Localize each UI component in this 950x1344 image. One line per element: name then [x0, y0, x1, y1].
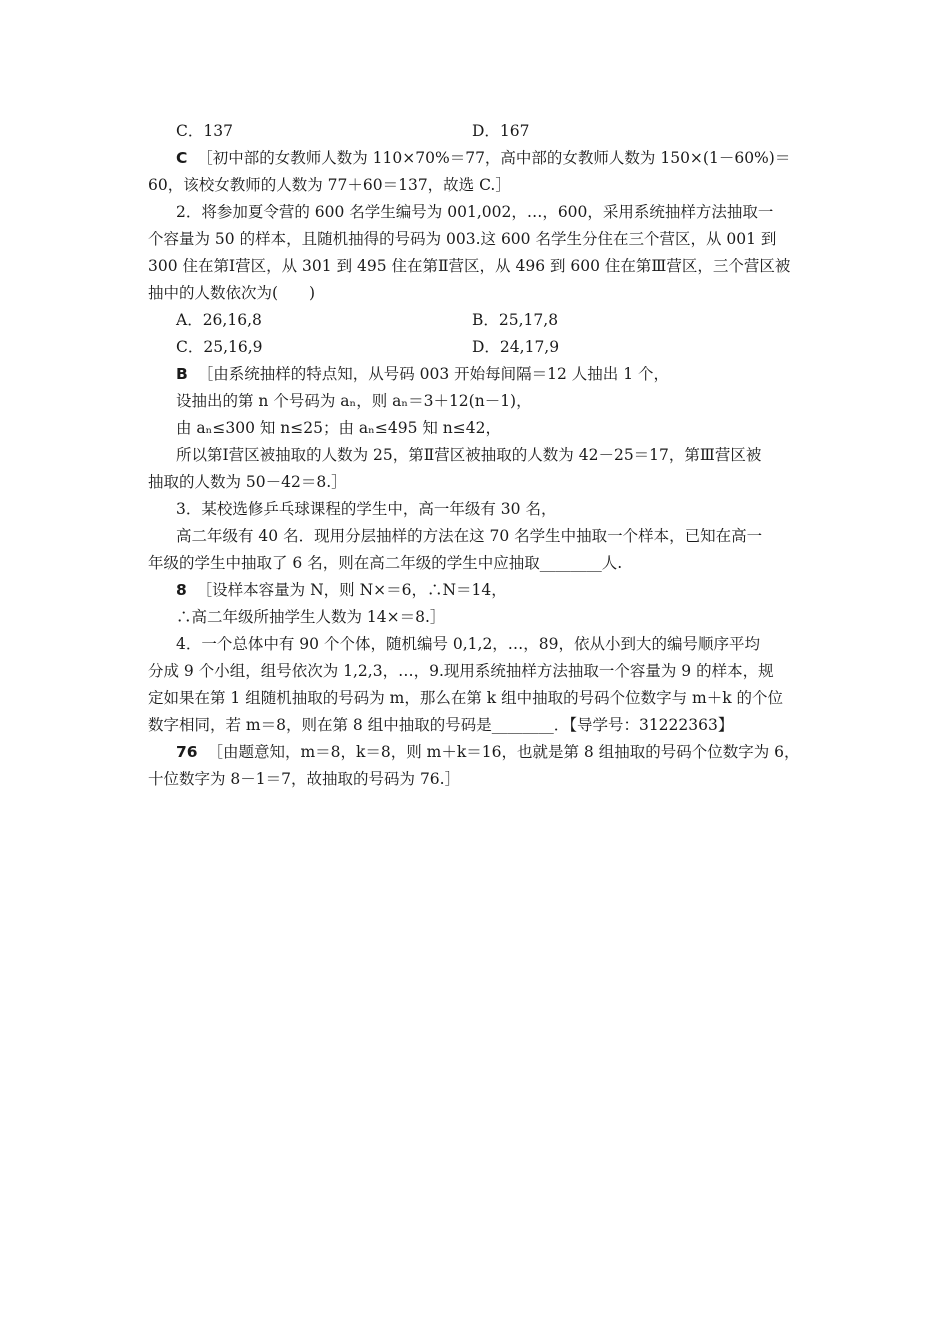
q3-solution-line-2: ∴高二年级所抽学生人数为 14×＝8.］ — [176, 608, 446, 626]
q2-solution-line-2: 设抽出的第 n 个号码为 aₙ，则 aₙ＝3＋12(n－1)， — [176, 392, 532, 410]
q2-solution-line-5: 抽取的人数为 50－42＝8.］ — [148, 473, 347, 491]
q4-stem-line-3: 定如果在第 1 组随机抽取的号码为 m，那么在第 k 组中抽取的号码个位数字与 m＋k 的个位 — [148, 689, 784, 707]
q2-stem-line-2: 个容量为 50 的样本，且随机抽得的号码为 003.这 600 名学生分住在三个营区，从 001 到 — [148, 230, 777, 248]
q1-solution-line-2: 60，该校女教师的人数为 77＋60＝137，故选 C.］ — [148, 176, 511, 194]
document-page — [148, 118, 808, 793]
q3-stem-line-1: 3．某校选修乒乓球课程的学生中，高一年级有 30 名， — [176, 500, 557, 518]
q4-answer: 76 — [176, 743, 198, 761]
q1-option-c: C．137 — [176, 122, 233, 140]
q1-answer: C — [176, 149, 188, 167]
q2-stem-line-1: 2．将参加夏令营的 600 名学生编号为 001,002，…，600，采用系统抽样方法抽取一 — [176, 203, 774, 221]
q4-stem-line-1: 4．一个总体中有 90 个个体，随机编号 0,1,2，…，89，依从小到大的编号顺序平均 — [176, 635, 761, 653]
q3-solution-line-1: 8 ［设样本容量为 N，则 N×＝6，∴N＝14， — [176, 581, 507, 599]
q4-solution-line-1: 76 ［由题意知，m＝8，k＝8，则 m＋k＝16，也就是第 8 组抽取的号码个位数字为 6， — [176, 743, 800, 761]
q2-options-row-1 — [148, 307, 808, 334]
q2-stem-line-3: 300 住在第Ⅰ营区，从 301 到 495 住在第Ⅱ营区，从 496 到 600 住在第Ⅲ营区，三个营区被 — [148, 257, 791, 275]
q2-solution-line-3: 由 aₙ≤300 知 n≤25；由 aₙ≤495 知 n≤42， — [176, 419, 501, 437]
q4-stem-line-4: 数字相同，若 m＝8，则在第 8 组中抽取的号码是________．【导学号：31222363】 — [148, 716, 734, 734]
q2-option-d: D．24,17,9 — [472, 338, 560, 356]
q2-options-row-2 — [148, 334, 808, 361]
q2-option-a: A．26,16,8 — [176, 311, 262, 329]
q2-answer: B — [176, 365, 188, 383]
q3-stem-line-3: 年级的学生中抽取了 6 名，则在高二年级的学生中应抽取________人. — [148, 554, 623, 572]
q1-option-d: D．167 — [472, 122, 530, 140]
q2-option-b: B．25,17,8 — [472, 311, 559, 329]
q1-solution-line-1: C ［初中部的女教师人数为 110×70%＝77，高中部的女教师人数为 150×(1－60%)＝ — [176, 149, 791, 167]
q3-answer: 8 — [176, 581, 187, 599]
q2-solution-line-4: 所以第Ⅰ营区被抽取的人数为 25，第Ⅱ营区被抽取的人数为 42－25＝17，第Ⅲ营区被 — [176, 446, 762, 464]
q4-solution-line-2: 十位数字为 8－1＝7，故抽取的号码为 76.］ — [148, 770, 461, 788]
q2-option-c: C．25,16,9 — [176, 338, 263, 356]
q2-solution-line-1: B ［由系统抽样的特点知，从号码 003 开始每间隔＝12 人抽出 1 个， — [176, 365, 669, 383]
q3-stem-line-2: 高二年级有 40 名．现用分层抽样的方法在这 70 名学生中抽取一个样本，已知在高一 — [176, 527, 763, 545]
q1-options — [148, 118, 808, 145]
q2-stem-line-4: 抽中的人数依次为( ) — [148, 284, 316, 302]
q4-stem-line-2: 分成 9 个小组，组号依次为 1,2,3，…，9.现用系统抽样方法抽取一个容量为 9 的样本，规 — [148, 662, 774, 680]
